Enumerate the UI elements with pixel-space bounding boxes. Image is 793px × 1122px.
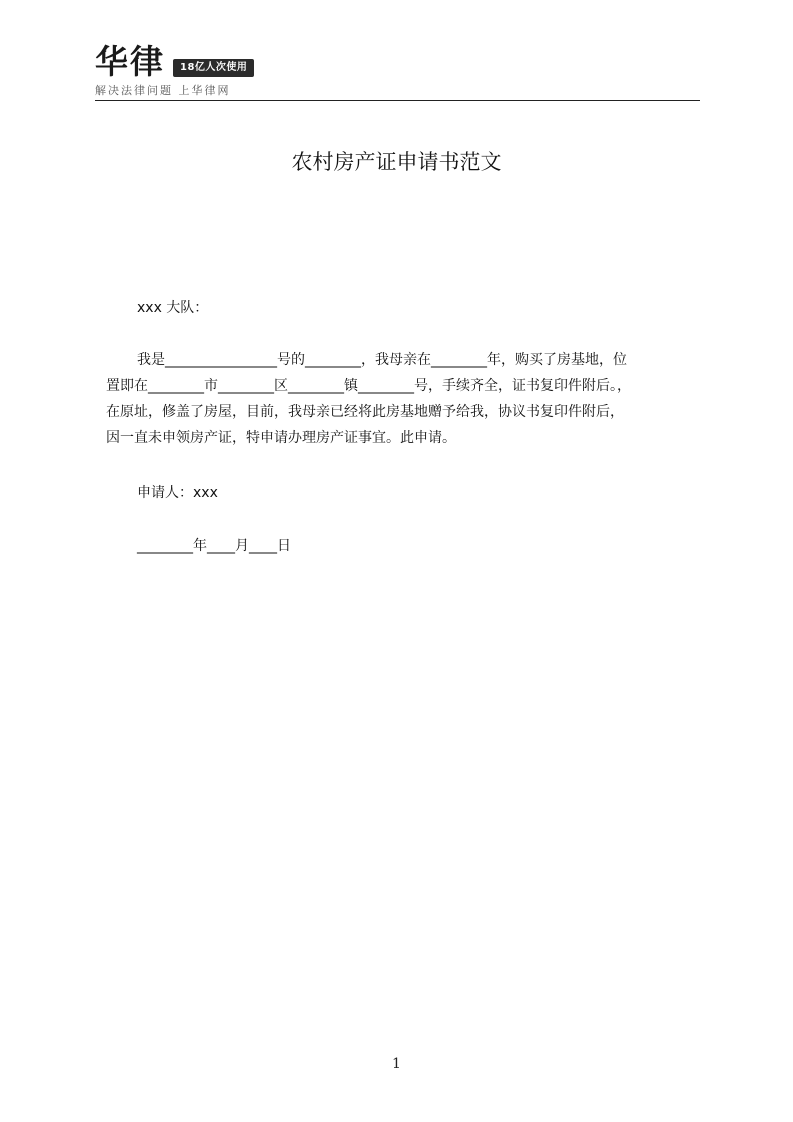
applicant-signature: 申请人：xxx [137, 485, 218, 501]
brand-logo: 华律 [95, 42, 165, 81]
brand-slogan: 解决法律问题 上华律网 [95, 84, 231, 97]
page-number: 1 [392, 1056, 401, 1072]
usage-badge: 18亿人次使用 [173, 59, 254, 77]
body-line-4: 因一直未申领房产证，特申请办理房产证事宜。此申请。 [106, 430, 456, 446]
salutation: xxx 大队： [137, 300, 209, 316]
site-header [95, 44, 700, 101]
document-title: 农村房产证申请书范文 [291, 150, 502, 174]
date-line: ________年____月____日 [137, 538, 291, 554]
body-line-2: 置即在________市________区________镇________号，手续齐全，证书复印件附后。， [106, 378, 631, 394]
header-divider [95, 100, 700, 101]
body-line-1: 我是________________号的________，我母亲在________年，购买了房基地，位 [137, 352, 627, 368]
body-line-3: 在原址，修盖了房屋，目前，我母亲已经将此房基地赠予给我，协议书复印件附后， [106, 404, 624, 420]
